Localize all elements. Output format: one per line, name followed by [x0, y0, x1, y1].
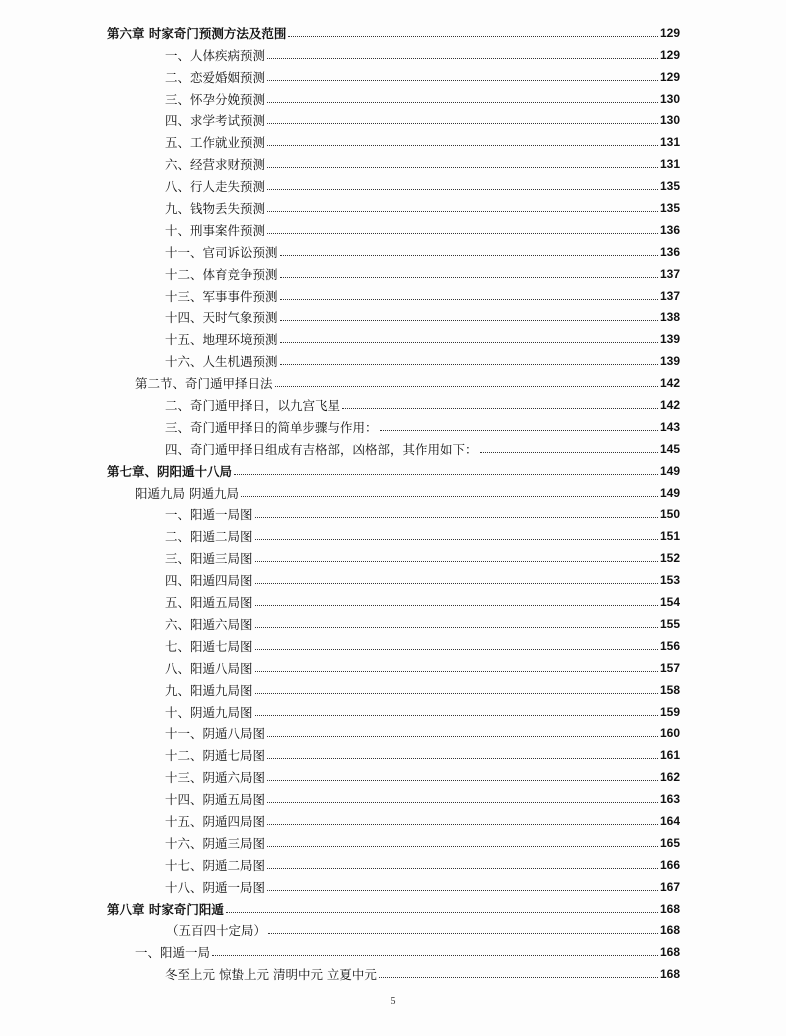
toc-entry-page-number: 131 [660, 135, 681, 150]
toc-entry[interactable] [0, 851, 786, 873]
toc-entry[interactable] [0, 369, 786, 391]
toc-entry-title: 二、恋爱婚姻预测 [165, 69, 266, 85]
toc-entry-page-number: 130 [660, 91, 681, 106]
toc-entry[interactable] [0, 63, 786, 85]
dot-leader [255, 583, 658, 584]
toc-entry[interactable] [0, 501, 786, 523]
toc-entry-title: 十四、天时气象预测 [165, 310, 278, 326]
toc-entry-title: 十、阴遁九局图 [165, 704, 253, 720]
toc-entry[interactable] [0, 457, 786, 479]
toc-entry[interactable] [0, 435, 786, 457]
toc-entry-title: 一、人体疾病预测 [165, 47, 266, 63]
toc-entry-title: 十、刑事案件预测 [165, 222, 266, 238]
toc-entry[interactable] [0, 829, 786, 851]
toc-entry-title: 十三、阴遁六局图 [165, 770, 266, 786]
toc-entry-title: 第八章 时家奇门阳遁 [107, 901, 224, 917]
toc-entry-title: 八、阳遁八局图 [165, 660, 253, 676]
dot-leader [255, 693, 658, 694]
toc-entry-title: 八、行人走失预测 [165, 179, 266, 195]
toc-entry-page-number: 135 [660, 179, 681, 194]
toc-entry-title: 冬至上元 惊蛰上元 清明中元 立夏中元 [165, 967, 377, 983]
toc-entry-page-number: 129 [660, 47, 681, 62]
toc-entry-title: 三、奇门遁甲择日的简单步骤与作用： [165, 419, 378, 435]
dot-leader [267, 58, 658, 59]
toc-entry[interactable] [0, 720, 786, 742]
toc-entry-page-number: 143 [660, 419, 681, 434]
dot-leader [280, 277, 658, 278]
toc-entry-title: 十八、阴遁一局图 [165, 879, 266, 895]
toc-entry-title: 四、阳遁四局图 [165, 573, 253, 589]
toc-entry-page-number: 158 [660, 682, 681, 697]
toc-entry[interactable] [0, 763, 786, 785]
toc-entry-title: 二、阳遁二局图 [165, 529, 253, 545]
toc-entry-page-number: 152 [660, 551, 681, 566]
toc-entry-page-number: 168 [660, 967, 681, 982]
toc-entry-title: 四、奇门遁甲择日组成有吉格部，凶格部，其作用如下： [165, 441, 478, 457]
toc-entry-page-number: 153 [660, 573, 681, 588]
toc-entry-page-number: 129 [660, 69, 681, 84]
dot-leader [267, 758, 658, 759]
toc-entry[interactable] [0, 391, 786, 413]
toc-entry-title: 六、阳遁六局图 [165, 616, 253, 632]
dot-leader [342, 408, 658, 409]
dot-leader [267, 189, 658, 190]
toc-entry-title: 五、工作就业预测 [165, 135, 266, 151]
dot-leader [255, 649, 658, 650]
toc-entry-page-number: 156 [660, 638, 681, 653]
toc-entry-title: 三、阳遁三局图 [165, 551, 253, 567]
dot-leader [267, 736, 658, 737]
toc-entry-page-number: 137 [660, 266, 681, 281]
toc-entry-page-number: 168 [660, 923, 681, 938]
dot-leader [267, 890, 658, 891]
dot-leader [255, 517, 658, 518]
dot-leader [267, 80, 658, 81]
toc-entry[interactable] [0, 325, 786, 347]
toc-entry-title: 七、阳遁七局图 [165, 638, 253, 654]
toc-entry[interactable] [0, 917, 786, 939]
toc-entry-page-number: 149 [660, 463, 681, 478]
toc-entry[interactable] [0, 588, 786, 610]
toc-entry-page-number: 130 [660, 113, 681, 128]
dot-leader [212, 955, 658, 956]
toc-entry-title: 十三、军事事件预测 [165, 288, 278, 304]
dot-leader [255, 715, 658, 716]
dot-leader [268, 933, 658, 934]
dot-leader [380, 430, 658, 431]
toc-entry[interactable] [0, 544, 786, 566]
toc-entry-page-number: 138 [660, 310, 681, 325]
toc-entry-page-number: 149 [660, 485, 681, 500]
dot-leader [267, 846, 658, 847]
toc-entry-page-number: 154 [660, 595, 681, 610]
page-number: 5 [390, 996, 396, 1007]
toc-entry-title: 二、奇门遁甲择日，以九宫飞星 [165, 398, 341, 414]
toc-entry-title: 十一、阴遁八局图 [165, 726, 266, 742]
toc-entry-page-number: 142 [660, 376, 681, 391]
dot-leader [255, 561, 658, 562]
toc-entry-title: 十五、阴遁四局图 [165, 813, 266, 829]
toc-entry-page-number: 162 [660, 770, 681, 785]
toc-entry-title: 第二节、奇门遁甲择日法 [135, 376, 273, 392]
dot-leader [275, 386, 658, 387]
toc-entry-title: 十二、体育竞争预测 [165, 266, 278, 282]
toc-entry-page-number: 166 [660, 857, 681, 872]
toc-entry-title: 十六、人生机遇预测 [165, 354, 278, 370]
dot-leader [267, 102, 658, 103]
toc-entry-page-number: 145 [660, 441, 681, 456]
toc-entry[interactable] [0, 194, 786, 216]
dot-leader [255, 627, 658, 628]
toc-entry[interactable] [0, 522, 786, 544]
toc-entry[interactable] [0, 654, 786, 676]
dot-leader [280, 342, 658, 343]
toc-entry-page-number: 160 [660, 726, 681, 741]
toc-entry[interactable] [0, 873, 786, 895]
dot-leader [255, 605, 658, 606]
toc-entry-page-number: 155 [660, 616, 681, 631]
toc-entry-title: 第七章、阴阳遁十八局 [107, 463, 233, 479]
toc-entry-page-number: 165 [660, 835, 681, 850]
dot-leader [234, 474, 658, 475]
toc-entry[interactable] [0, 938, 786, 960]
toc-entry-page-number: 151 [660, 529, 681, 544]
toc-entry-page-number: 131 [660, 157, 681, 172]
toc-entry-page-number: 157 [660, 660, 681, 675]
toc-entry-page-number: 129 [660, 25, 681, 40]
toc-entry-title: 十一、官司诉讼预测 [165, 244, 278, 260]
dot-leader [241, 496, 658, 497]
dot-leader [267, 780, 658, 781]
toc-entry-title: 九、阳遁九局图 [165, 682, 253, 698]
toc-entry-title: 六、经营求财预测 [165, 157, 266, 173]
toc-entry[interactable] [0, 19, 786, 41]
toc-entry-title: 第六章 时家奇门预测方法及范围 [107, 25, 287, 41]
toc-entry[interactable] [0, 895, 786, 917]
toc-entry-page-number: 139 [660, 354, 681, 369]
toc-entry-page-number: 150 [660, 507, 681, 522]
dot-leader [267, 868, 658, 869]
toc-entry[interactable] [0, 676, 786, 698]
toc-entry-page-number: 168 [660, 945, 681, 960]
dot-leader [267, 123, 658, 124]
toc-entry-title: 十五、地理环境预测 [165, 332, 278, 348]
toc-entry[interactable] [0, 150, 786, 172]
toc-entry-page-number: 136 [660, 244, 681, 259]
toc-entry[interactable] [0, 741, 786, 763]
dot-leader [267, 802, 658, 803]
toc-entry-title: 一、阳遁一局图 [165, 507, 253, 523]
toc-entry-title: 一、阳遁一局 [135, 945, 211, 961]
toc-entry[interactable] [0, 128, 786, 150]
toc-entry-title: 十六、阴遁三局图 [165, 835, 266, 851]
toc-entry-title: （五百四十定局） [166, 923, 267, 939]
toc-entry[interactable] [0, 85, 786, 107]
dot-leader [480, 452, 658, 453]
toc-entry-page-number: 164 [660, 813, 681, 828]
toc-entry-title: 十四、阴遁五局图 [165, 792, 266, 808]
toc-entry[interactable] [0, 479, 786, 501]
toc-entry-page-number: 163 [660, 792, 681, 807]
dot-leader [280, 299, 658, 300]
dot-leader [267, 167, 658, 168]
toc-entry[interactable] [0, 260, 786, 282]
toc-entry-title: 三、怀孕分娩预测 [165, 91, 266, 107]
dot-leader [280, 364, 658, 365]
toc-entry-title: 十二、阴遁七局图 [165, 748, 266, 764]
dot-leader [267, 233, 658, 234]
toc-entry[interactable] [0, 347, 786, 369]
toc-entry-page-number: 159 [660, 704, 681, 719]
dot-leader [280, 320, 658, 321]
toc-entry-page-number: 167 [660, 879, 681, 894]
toc-entry[interactable] [0, 304, 786, 326]
toc-entry[interactable] [0, 566, 786, 588]
dot-leader [267, 211, 658, 212]
toc-entry-page-number: 142 [660, 398, 681, 413]
toc-entry-page-number: 161 [660, 748, 681, 763]
dot-leader [267, 824, 658, 825]
toc-entry-title: 五、阳遁五局图 [165, 595, 253, 611]
toc-entry[interactable] [0, 785, 786, 807]
toc-entry[interactable] [0, 107, 786, 129]
toc-entry[interactable] [0, 172, 786, 194]
toc-entry[interactable] [0, 698, 786, 720]
dot-leader [280, 255, 658, 256]
toc-entry-page-number: 139 [660, 332, 681, 347]
toc-entry[interactable] [0, 632, 786, 654]
dot-leader [379, 977, 658, 978]
toc-entry[interactable] [0, 216, 786, 238]
toc-entry[interactable] [0, 238, 786, 260]
toc-entry[interactable] [0, 282, 786, 304]
toc-entry[interactable] [0, 41, 786, 63]
dot-leader [288, 36, 658, 37]
toc-entry-title: 九、钱物丢失预测 [165, 201, 266, 217]
dot-leader [226, 912, 658, 913]
toc-entry[interactable] [0, 413, 786, 435]
toc-entry-page-number: 136 [660, 222, 681, 237]
toc-entry-page-number: 137 [660, 288, 681, 303]
toc-entry-page-number: 135 [660, 201, 681, 216]
toc-entry-title: 四、求学考试预测 [165, 113, 266, 129]
toc-entry[interactable] [0, 610, 786, 632]
toc-entry-page-number: 168 [660, 901, 681, 916]
table-of-contents [0, 19, 786, 982]
dot-leader [267, 145, 658, 146]
toc-entry-title: 阳遁九局 阴遁九局 [135, 485, 239, 501]
toc-entry[interactable] [0, 807, 786, 829]
toc-entry[interactable] [0, 960, 786, 982]
dot-leader [255, 539, 658, 540]
dot-leader [255, 671, 658, 672]
toc-entry-title: 十七、阴遁二局图 [165, 857, 266, 873]
